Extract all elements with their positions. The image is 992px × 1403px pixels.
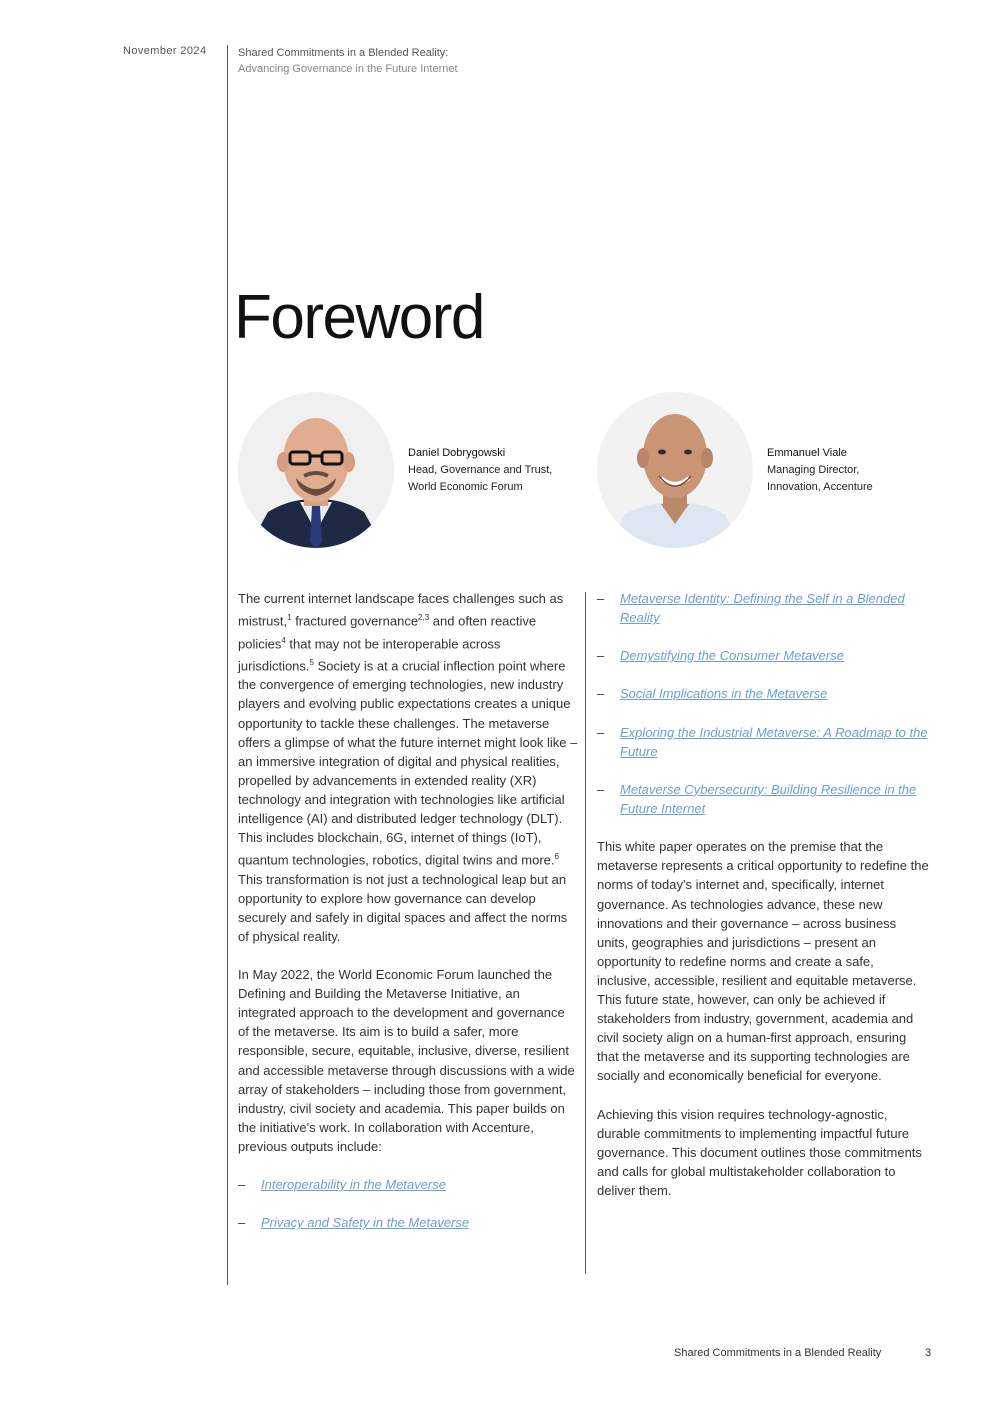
author-role: Managing Director, (767, 464, 860, 476)
author-caption-viale (767, 445, 873, 496)
paragraph-intro (238, 589, 578, 946)
link-interoperability[interactable]: Interoperability in the Metaverse (261, 1177, 446, 1193)
text-run: and often reactive policies (238, 613, 537, 651)
list-item (597, 684, 929, 703)
vertical-rule (227, 45, 228, 1285)
paragraph-initiative: In May 2022, the World Economic Forum launched the Defining and Building the Metaverse Initiative, an integrated approach to the development and governance of the metaverse. Its aim is to build a safer, more responsible, secure, equitable, inclusive, diverse, resilient and accessible metaverse through discussions with a wide array of stakeholders – including those from government, industry, civil society and academia. This paper builds on the initiative's work. In collaboration with Accenture, previous outputs include: (238, 967, 575, 1154)
list-item (597, 646, 929, 665)
left-column (238, 589, 578, 1252)
link-social-implications[interactable]: Social Implications in the Metaverse (620, 686, 828, 702)
footnote-ref[interactable]: 1 (287, 613, 292, 623)
paragraph-vision: Achieving this vision requires technology-agnostic, durable commitments to implementing impactful future governance. This document outlines those commitments and calls for global multistakeholder collaboration to deliver them. (597, 1106, 922, 1198)
author-org: World Economic Forum (408, 481, 523, 493)
author-name: Emmanuel Viale (767, 447, 847, 459)
list-item (597, 780, 929, 818)
text-run: This transformation is not just a technological leap but an opportunity to explore how governance can develop securely and safely in digital spaces and affect the norms of physical reality. (238, 871, 568, 944)
document-header (238, 45, 458, 77)
footnote-ref[interactable]: 4 (281, 635, 286, 645)
author-name: Daniel Dobrygowski (408, 447, 506, 459)
list-item (238, 1175, 578, 1194)
dash-bullet: – (597, 591, 605, 606)
author-caption-dobrygowski (408, 445, 552, 496)
right-column (597, 589, 929, 1219)
doc-title-line1: Shared Commitments in a Blended Reality: (238, 47, 449, 59)
dash-bullet: – (238, 1177, 246, 1193)
dash-bullet: – (238, 1215, 246, 1231)
outputs-list-right (597, 589, 929, 818)
link-cybersecurity[interactable]: Metaverse Cybersecurity: Building Resilience in the Future Internet (620, 781, 917, 817)
text-run: The current internet landscape faces challenges such as mistrust, (238, 591, 564, 629)
list-item (238, 1213, 578, 1232)
column-separator (585, 592, 586, 1274)
link-consumer-metaverse[interactable]: Demystifying the Consumer Metaverse (620, 648, 844, 664)
paragraph-premise: This white paper operates on the premise that the metaverse represents a critical opportunity to redefine the norms of today's internet and, specifically, internet governance. As technologies advance, these new innovations and their governance – across business units, geographies and jurisdictions – present an opportunity to redefine norms and create a safe, inclusive, accessible, resilient and equitable metaverse. This future state, however, can only be achieved if stakeholders from industry, government, academia and civil society align on a human-first approach, ensuring that the metaverse and its supporting technologies are socially and economically beneficial for everyone. (597, 839, 929, 1084)
dash-bullet: – (597, 686, 605, 702)
date-label: November 2024 (123, 45, 207, 57)
page-title: Foreword (234, 283, 484, 352)
dash-bullet: – (597, 781, 605, 797)
author-photo-dobrygowski (238, 392, 394, 548)
link-privacy-safety[interactable]: Privacy and Safety in the Metaverse (261, 1215, 470, 1231)
footnote-ref[interactable]: 5 (309, 657, 314, 667)
dash-bullet: – (597, 648, 605, 664)
link-industrial-metaverse[interactable]: Exploring the Industrial Metaverse: A Roadmap to the Future (620, 724, 928, 759)
list-item (597, 589, 929, 627)
text-run: fractured governance (291, 613, 419, 629)
footnote-ref[interactable]: 6 (554, 852, 559, 862)
text-run: Society is at a crucial inflection point where the convergence of emerging technologies, new industry players and evolving public expectations creates a unique opportunity to tackle these challenges. The metaverse offers a glimpse of what the future internet might look like – an immersive integration of digital and physical realities, propelled by advancements in extended reality (XR) technology and integration with technologies like artificial intelligence (AI) and distributed ledger technology (DLT). This includes blockchain, 6G, internet of things (IoT), quantum technologies, robotics, digital twins and more. (238, 658, 578, 868)
footnote-ref[interactable]: 2,3 (418, 613, 430, 623)
footer-title: Shared Commitments in a Blended Reality (674, 1347, 882, 1359)
text-run: that may not be interoperable across jurisdictions. (238, 635, 501, 674)
author-photo-viale (597, 392, 753, 548)
doc-title-line2: Advancing Governance in the Future Internet (238, 63, 458, 75)
page-number: 3 (925, 1347, 932, 1359)
dash-bullet: – (597, 724, 605, 740)
link-metaverse-identity[interactable]: Metaverse Identity: Defining the Self in a Blended Reality (620, 591, 905, 626)
outputs-list-left (238, 1175, 578, 1232)
author-role: Head, Governance and Trust, (408, 464, 553, 476)
list-item (597, 723, 929, 761)
author-org: Innovation, Accenture (767, 481, 873, 493)
